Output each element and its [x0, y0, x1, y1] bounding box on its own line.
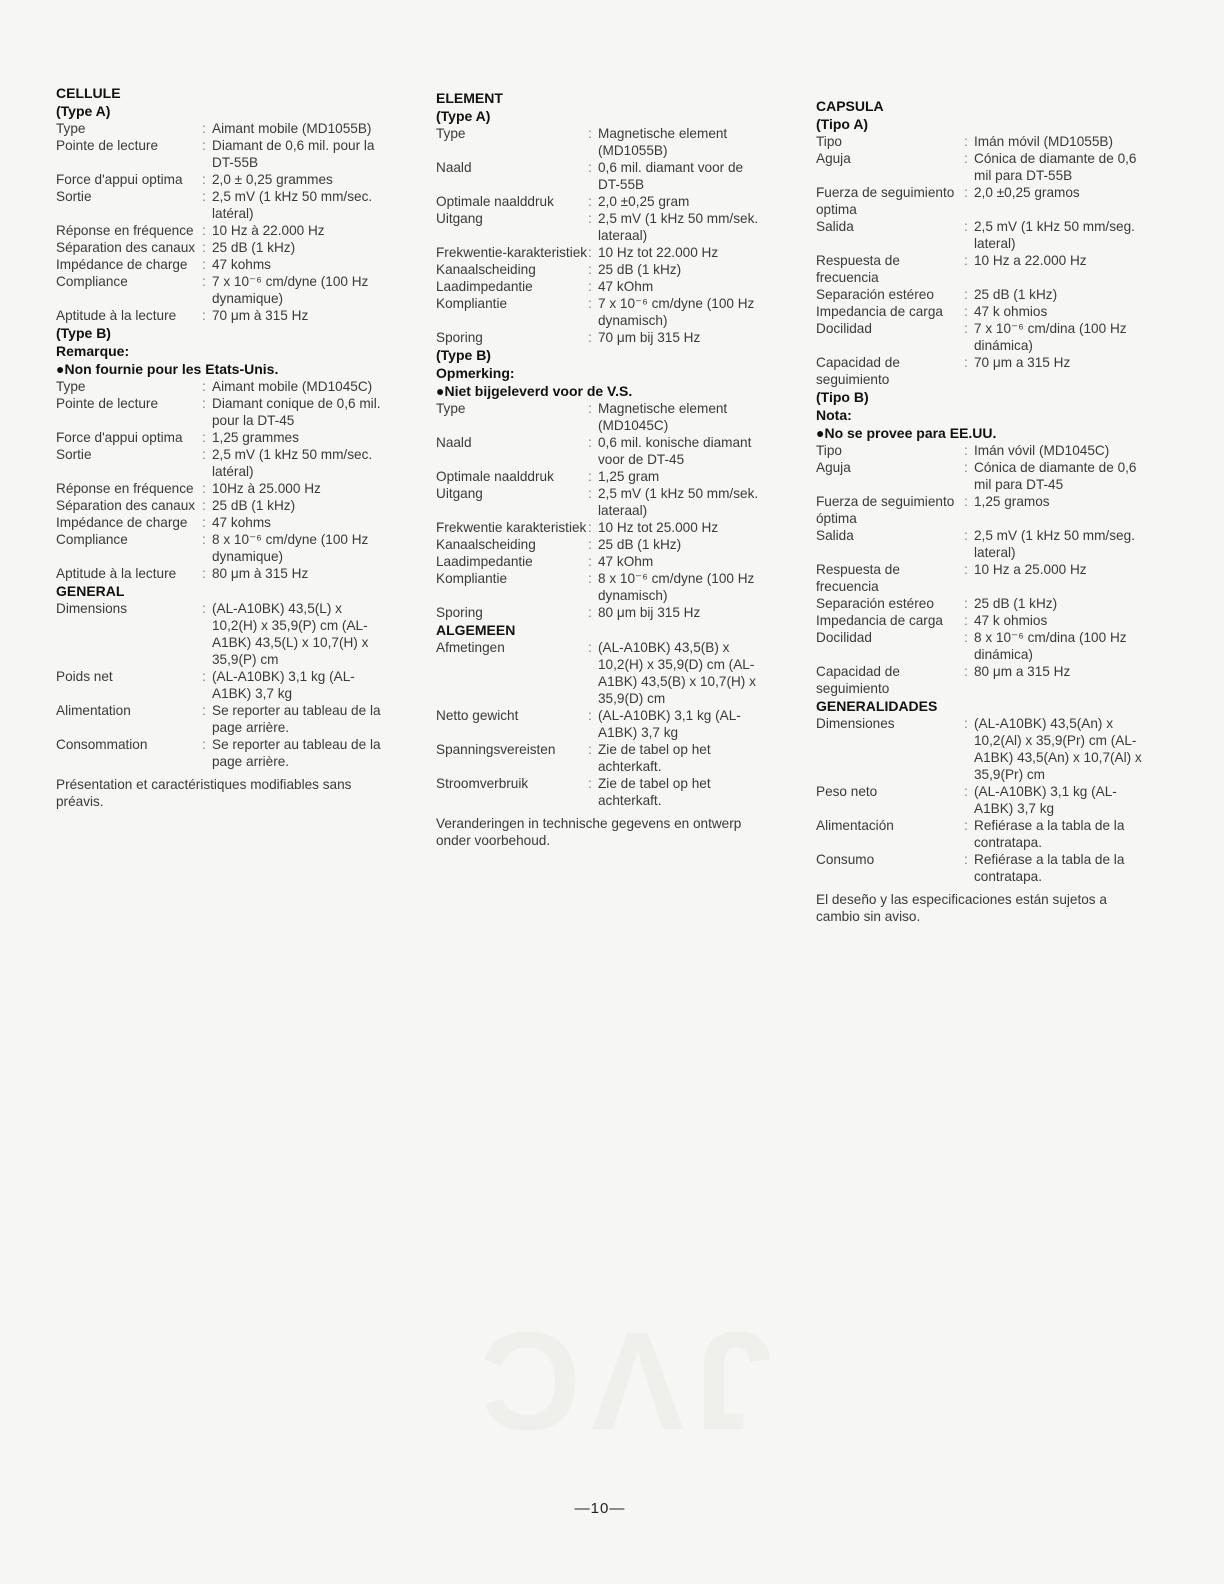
dutch-column: [436, 89, 768, 849]
spec-row: [56, 171, 386, 188]
spec-value: 1,25 grammes: [212, 430, 299, 445]
spec-label: Aguja: [816, 460, 851, 475]
spec-separator: :: [964, 716, 968, 731]
spec-value: 70 μm bij 315 Hz: [598, 330, 701, 345]
spec-value: (AL-A10BK) 43,5(L) x 10,2(H) x 35,9(P) cm (AL-A1BK) 43,5(L) x 10,7(H) x 35,9(P) cm: [212, 601, 369, 667]
spec-separator: :: [964, 596, 968, 611]
spec-row: [56, 514, 386, 531]
spec-row: [56, 497, 386, 514]
spec-value: 10 Hz tot 22.000 Hz: [598, 245, 719, 260]
spec-label: Compliance: [56, 274, 128, 289]
spec-separator: :: [202, 515, 206, 530]
spec-value: Se reporter au tableau de la page arrière.: [212, 737, 381, 769]
spec-label: Salida: [816, 528, 854, 543]
spec-separator: :: [588, 537, 592, 552]
section-heading: CAPSULA: [816, 98, 884, 114]
spec-label: Pointe de lecture: [56, 138, 159, 153]
spec-separator: :: [964, 355, 968, 370]
spec-row: [56, 395, 386, 429]
spec-label: Type: [436, 401, 466, 416]
spec-separator: :: [588, 211, 592, 226]
spec-label: Uitgang: [436, 211, 483, 226]
spec-value: Magnetische element (MD1055B): [598, 126, 728, 158]
spec-separator: :: [588, 194, 592, 209]
spec-value: 80 μm bij 315 Hz: [598, 605, 701, 620]
spec-label: Sortie: [56, 189, 92, 204]
spec-row: [436, 295, 768, 329]
spec-row: [56, 531, 386, 565]
spec-value: Imán vóvil (MD1045C): [974, 443, 1110, 458]
spec-row: [816, 493, 1148, 527]
spec-row: [816, 354, 1148, 388]
spec-row: [56, 378, 386, 395]
spec-list-type-a: [56, 120, 386, 324]
spec-separator: :: [964, 818, 968, 833]
spec-value: 7 x 10⁻⁶ cm/dina (100 Hz dinámica): [974, 321, 1127, 353]
spec-value: 47 k ohmios: [974, 304, 1048, 319]
spec-label: Separación estéreo: [816, 287, 934, 302]
spec-label: Alimentación: [816, 818, 894, 833]
spec-row: [436, 519, 768, 536]
spec-separator: :: [964, 613, 968, 628]
spec-value: Aimant mobile (MD1045C): [212, 379, 373, 394]
spec-separator: :: [202, 669, 206, 684]
spec-separator: :: [964, 528, 968, 543]
spec-value: 2,0 ±0,25 gramos: [974, 185, 1080, 200]
spec-separator: :: [588, 708, 592, 723]
general-heading: ALGEMEEN: [436, 622, 516, 638]
section-heading: CELLULE: [56, 85, 121, 101]
spec-separator: :: [202, 379, 206, 394]
spec-label: Naald: [436, 160, 472, 175]
spec-separator: :: [202, 189, 206, 204]
spec-separator: :: [588, 486, 592, 501]
jvc-watermark: JVC: [470, 1303, 773, 1460]
spec-value: 2,5 mV (1 kHz 50 mm/seg. lateral): [974, 219, 1135, 251]
type-b-heading: (Tipo B): [816, 389, 869, 405]
spec-value: 8 x 10⁻⁶ cm/dina (100 Hz dinámica): [974, 630, 1127, 662]
spec-value: Se reporter au tableau de la page arrière.: [212, 703, 381, 735]
spec-label: Séparation des canaux: [56, 498, 196, 513]
spec-label: Kanaalscheiding: [436, 262, 536, 277]
spec-label: Impedancia de carga: [816, 304, 943, 319]
spec-separator: :: [588, 330, 592, 345]
spec-row: [56, 273, 386, 307]
spec-row: [436, 570, 768, 604]
spec-label: Sporing: [436, 605, 483, 620]
spec-label: Kanaalscheiding: [436, 537, 536, 552]
spec-list-type-b: [816, 442, 1148, 697]
spec-row: [56, 307, 386, 324]
spec-row: [56, 702, 386, 736]
spec-row: [436, 278, 768, 295]
spec-value: 2,5 mV (1 kHz 50 mm/sek. lateraal): [598, 211, 759, 243]
spec-row: [436, 434, 768, 468]
spec-label: Aptitude à la lecture: [56, 566, 177, 581]
spec-row: [816, 303, 1148, 320]
spec-separator: :: [202, 481, 206, 496]
spec-label: Laadimpedantie: [436, 554, 533, 569]
spec-separator: :: [964, 852, 968, 867]
spec-label: Capacidad de seguimiento: [816, 355, 900, 387]
spec-value: 7 x 10⁻⁶ cm/dyne (100 Hz dynamique): [212, 274, 369, 306]
spec-row: [436, 159, 768, 193]
spec-separator: :: [964, 321, 968, 336]
spec-separator: :: [964, 185, 968, 200]
remark-title: Nota:: [816, 407, 852, 423]
spec-value: (AL-A10BK) 3,1 kg (AL-A1BK) 3,7 kg: [212, 669, 355, 701]
spec-separator: :: [588, 554, 592, 569]
type-b-heading: (Type B): [56, 325, 111, 341]
spec-value: 25 dB (1 kHz): [598, 262, 682, 277]
spec-row: [56, 480, 386, 497]
spec-value: Diamant de 0,6 mil. pour la DT-55B: [212, 138, 375, 170]
spec-label: Docilidad: [816, 321, 872, 336]
spec-row: [816, 612, 1148, 629]
spec-list-general: [56, 600, 386, 770]
spec-row: [436, 775, 768, 809]
spec-value: Magnetische element (MD1045C): [598, 401, 728, 433]
type-a-heading: (Tipo A): [816, 116, 869, 132]
spec-value: 10 Hz à 22.000 Hz: [212, 223, 325, 238]
spec-row: [56, 120, 386, 137]
spec-separator: :: [202, 737, 206, 752]
spec-separator: :: [588, 776, 592, 791]
spec-separator: :: [202, 430, 206, 445]
spec-label: Aguja: [816, 151, 851, 166]
spec-label: Consumo: [816, 852, 875, 867]
spec-row: [56, 239, 386, 256]
spec-label: Compliance: [56, 532, 128, 547]
spec-row: [816, 459, 1148, 493]
spec-label: Kompliantie: [436, 571, 508, 586]
spec-separator: :: [588, 435, 592, 450]
spec-value: (AL-A10BK) 3,1 kg (AL-A1BK) 3,7 kg: [598, 708, 741, 740]
spec-row: [816, 561, 1148, 595]
spec-label: Optimale naalddruk: [436, 194, 554, 209]
spec-value: 2,5 mV (1 kHz 50 mm/seg. lateral): [974, 528, 1135, 560]
spec-value: (AL-A10BK) 3,1 kg (AL-A1BK) 3,7 kg: [974, 784, 1117, 816]
spec-label: Netto gewicht: [436, 708, 519, 723]
spec-value: 25 dB (1 kHz): [974, 287, 1058, 302]
spec-separator: :: [588, 520, 592, 535]
spec-row: [816, 184, 1148, 218]
spec-label: Réponse en fréquence: [56, 223, 194, 238]
spec-value: 2,0 ±0,25 gram: [598, 194, 690, 209]
spec-label: Dimensions: [56, 601, 128, 616]
spec-label: Consommation: [56, 737, 148, 752]
spec-label: Alimentation: [56, 703, 131, 718]
spec-separator: :: [588, 262, 592, 277]
footnote: Veranderingen in technische gegevens en ontwerp onder voorbehoud.: [436, 816, 742, 848]
spec-list-type-a: [436, 125, 768, 346]
spec-separator: :: [588, 605, 592, 620]
spec-label: Sortie: [56, 447, 92, 462]
spec-value: 25 dB (1 kHz): [212, 498, 296, 513]
spec-label: Impedancia de carga: [816, 613, 943, 628]
spec-label: Impédance de charge: [56, 515, 188, 530]
spec-value: 2,5 mV (1 kHz 50 mm/sec. latéral): [212, 189, 373, 221]
spec-row: [56, 256, 386, 273]
spec-row: [56, 565, 386, 582]
spec-value: (AL-A10BK) 43,5(B) x 10,2(H) x 35,9(D) cm (AL-A1BK) 43,5(B) x 10,7(H) x 35,9(D) cm: [598, 640, 756, 706]
spec-label: Stroomverbruik: [436, 776, 529, 791]
general-heading: GENERAL: [56, 583, 125, 599]
spec-row: [436, 244, 768, 261]
spec-label: Sporing: [436, 330, 483, 345]
spec-row: [436, 707, 768, 741]
spec-label: Fuerza de seguimiento optima: [816, 185, 955, 217]
spec-label: Optimale naalddruk: [436, 469, 554, 484]
remark-text: ●No se provee para EE.UU.: [816, 425, 997, 441]
spec-separator: :: [964, 443, 968, 458]
spec-row: [816, 783, 1148, 817]
spec-value: 7 x 10⁻⁶ cm/dyne (100 Hz dynamisch): [598, 296, 755, 328]
spec-label: Uitgang: [436, 486, 483, 501]
spec-separator: :: [588, 160, 592, 175]
spec-separator: :: [202, 703, 206, 718]
spec-value: 0,6 mil. diamant voor de DT-55B: [598, 160, 744, 192]
spec-value: 2,5 mV (1 kHz 50 mm/sec. latéral): [212, 447, 373, 479]
spec-value: 1,25 gram: [598, 469, 660, 484]
spec-separator: :: [202, 566, 206, 581]
spec-separator: :: [964, 151, 968, 166]
spec-separator: :: [202, 257, 206, 272]
type-b-heading: (Type B): [436, 347, 491, 363]
spec-value: Aimant mobile (MD1055B): [212, 121, 372, 136]
spec-separator: :: [964, 287, 968, 302]
spec-label: Dimensiones: [816, 716, 895, 731]
spec-row: [816, 286, 1148, 303]
spec-value: 8 x 10⁻⁶ cm/dyne (100 Hz dynamisch): [598, 571, 755, 603]
footnote: El deseño y las especificaciones están sujetos a cambio sin aviso.: [816, 892, 1107, 924]
spec-separator: :: [588, 469, 592, 484]
spec-row: [816, 851, 1148, 885]
spec-separator: :: [588, 126, 592, 141]
spec-row: [436, 468, 768, 485]
spec-label: Separación estéreo: [816, 596, 934, 611]
spec-separator: :: [588, 279, 592, 294]
spec-row: [816, 218, 1148, 252]
spec-list-type-b: [56, 378, 386, 582]
spec-separator: :: [964, 134, 968, 149]
spec-label: Afmetingen: [436, 640, 505, 655]
spec-separator: :: [202, 447, 206, 462]
spec-value: Imán móvil (MD1055B): [974, 134, 1113, 149]
spec-label: Fuerza de seguimiento óptima: [816, 494, 955, 526]
spec-separator: :: [202, 601, 206, 616]
footnote: Présentation et caractéristiques modifiables sans préavis.: [56, 777, 352, 809]
spec-row: [436, 210, 768, 244]
spec-label: Frekwentie karakteristiek: [436, 520, 587, 535]
spec-label: Naald: [436, 435, 472, 450]
spec-label: Type: [56, 121, 86, 136]
spec-list-general: [436, 639, 768, 809]
spec-value: 70 μm a 315 Hz: [974, 355, 1071, 370]
spec-row: [816, 715, 1148, 783]
spec-label: Pointe de lecture: [56, 396, 159, 411]
spec-value: 10 Hz a 22.000 Hz: [974, 253, 1087, 268]
spec-row: [56, 446, 386, 480]
spec-separator: :: [964, 664, 968, 679]
spec-row: [816, 150, 1148, 184]
spec-value: 1,25 gramos: [974, 494, 1050, 509]
spec-row: [816, 629, 1148, 663]
spec-row: [56, 600, 386, 668]
spec-value: 70 μm à 315 Hz: [212, 308, 309, 323]
spec-separator: :: [964, 460, 968, 475]
spec-label: Docilidad: [816, 630, 872, 645]
spec-separator: :: [202, 223, 206, 238]
spec-value: 10 Hz a 25.000 Hz: [974, 562, 1087, 577]
spec-separator: :: [202, 240, 206, 255]
spec-label: Frekwentie-karakteristiek: [436, 245, 588, 260]
spec-value: 10Hz à 25.000 Hz: [212, 481, 321, 496]
spec-separator: :: [964, 304, 968, 319]
spec-row: [816, 527, 1148, 561]
spec-label: Respuesta de frecuencia: [816, 562, 900, 594]
spec-separator: :: [588, 401, 592, 416]
spec-row: [56, 222, 386, 239]
page-number: —10—: [574, 1500, 626, 1517]
french-column: [56, 84, 386, 810]
spec-row: [56, 668, 386, 702]
spec-row: [56, 137, 386, 171]
spec-separator: :: [202, 121, 206, 136]
spec-value: Zie de tabel op het achterkaft.: [598, 776, 711, 808]
spec-value: 25 dB (1 kHz): [212, 240, 296, 255]
spec-row: [816, 442, 1148, 459]
spec-value: 80 μm a 315 Hz: [974, 664, 1071, 679]
spec-label: Spanningsvereisten: [436, 742, 556, 757]
spec-value: 80 μm à 315 Hz: [212, 566, 309, 581]
spec-value: 47 kohms: [212, 515, 271, 530]
spec-row: [56, 188, 386, 222]
spec-separator: :: [588, 571, 592, 586]
spec-separator: :: [202, 172, 206, 187]
spec-value: Cónica de diamante de 0,6 mil para DT-45: [974, 460, 1137, 492]
spec-label: Type: [56, 379, 86, 394]
spec-label: Kompliantie: [436, 296, 508, 311]
spec-separator: :: [202, 532, 206, 547]
spec-value: (AL-A10BK) 43,5(An) x 10,2(Al) x 35,9(Pr) cm (AL-A1BK) 43,5(An) x 10,7(Al) x 35,9(Pr) cm: [974, 716, 1142, 782]
spec-separator: :: [964, 494, 968, 509]
spec-value: 47 kohms: [212, 257, 271, 272]
spec-value: 47 kOhm: [598, 554, 654, 569]
spec-separator: :: [964, 784, 968, 799]
spec-separator: :: [964, 562, 968, 577]
spec-value: Refiérase a la tabla de la contratapa.: [974, 818, 1125, 850]
spec-value: Zie de tabel op het achterkaft.: [598, 742, 711, 774]
spec-label: Salida: [816, 219, 854, 234]
spec-value: 47 kOhm: [598, 279, 654, 294]
spec-value: 10 Hz tot 25.000 Hz: [598, 520, 719, 535]
spec-row: [436, 400, 768, 434]
spec-row: [436, 485, 768, 519]
spec-row: [816, 817, 1148, 851]
type-a-heading: (Type A): [436, 108, 491, 124]
spec-label: Respuesta de frecuencia: [816, 253, 900, 285]
general-heading: GENERALIDADES: [816, 698, 938, 714]
spec-value: Cónica de diamante de 0,6 mil para DT-55B: [974, 151, 1137, 183]
spec-label: Impédance de charge: [56, 257, 188, 272]
spec-separator: :: [964, 219, 968, 234]
spec-label: Réponse en fréquence: [56, 481, 194, 496]
remark-title: Remarque:: [56, 343, 130, 359]
spec-value: 2,0 ± 0,25 grammes: [212, 172, 333, 187]
spec-value: Diamant conique de 0,6 mil. pour la DT-45: [212, 396, 381, 428]
spec-row: [816, 133, 1148, 150]
spec-row: [816, 595, 1148, 612]
spec-list-general: [816, 715, 1148, 885]
spec-row: [436, 329, 768, 346]
spec-value: 25 dB (1 kHz): [598, 537, 682, 552]
spec-label: Peso neto: [816, 784, 878, 799]
type-a-heading: (Type A): [56, 103, 111, 119]
spec-label: Séparation des canaux: [56, 240, 196, 255]
spec-label: Tipo: [816, 443, 842, 458]
spec-label: Force d'appui optima: [56, 172, 183, 187]
spec-row: [56, 736, 386, 770]
spec-row: [436, 639, 768, 707]
spec-label: Poids net: [56, 669, 113, 684]
spec-separator: :: [588, 640, 592, 655]
spec-list-type-a: [816, 133, 1148, 388]
spec-row: [816, 320, 1148, 354]
spec-value: 0,6 mil. konische diamant voor de DT-45: [598, 435, 752, 467]
spec-separator: :: [588, 245, 592, 260]
spec-row: [436, 193, 768, 210]
spec-separator: :: [202, 396, 206, 411]
spec-row: [816, 663, 1148, 697]
spec-value: 8 x 10⁻⁶ cm/dyne (100 Hz dynamique): [212, 532, 369, 564]
spec-row: [436, 261, 768, 278]
spec-label: Aptitude à la lecture: [56, 308, 177, 323]
section-heading: ELEMENT: [436, 90, 503, 106]
spec-value: 47 k ohmios: [974, 613, 1048, 628]
spec-separator: :: [588, 742, 592, 757]
spec-row: [56, 429, 386, 446]
spec-row: [816, 252, 1148, 286]
spec-separator: :: [202, 308, 206, 323]
spec-separator: :: [202, 138, 206, 153]
remark-text: ●Non fournie pour les Etats-Unis.: [56, 361, 279, 377]
spec-list-type-b: [436, 400, 768, 621]
spec-label: Tipo: [816, 134, 842, 149]
spec-separator: :: [202, 498, 206, 513]
spec-value: 25 dB (1 kHz): [974, 596, 1058, 611]
spec-label: Laadimpedantie: [436, 279, 533, 294]
spec-label: Type: [436, 126, 466, 141]
spec-separator: :: [202, 274, 206, 289]
spec-value: 2,5 mV (1 kHz 50 mm/sek. lateraal): [598, 486, 759, 518]
spec-separator: :: [964, 253, 968, 268]
spec-row: [436, 604, 768, 621]
spec-separator: :: [588, 296, 592, 311]
spec-label: Force d'appui optima: [56, 430, 183, 445]
spec-row: [436, 125, 768, 159]
spec-label: Capacidad de seguimiento: [816, 664, 900, 696]
remark-title: Opmerking:: [436, 365, 515, 381]
spec-row: [436, 553, 768, 570]
spec-separator: :: [964, 630, 968, 645]
spec-value: Refiérase a la tabla de la contratapa.: [974, 852, 1125, 884]
spanish-column: [816, 97, 1148, 925]
spec-row: [436, 741, 768, 775]
remark-text: ●Niet bijgeleverd voor de V.S.: [436, 383, 633, 399]
spec-row: [436, 536, 768, 553]
